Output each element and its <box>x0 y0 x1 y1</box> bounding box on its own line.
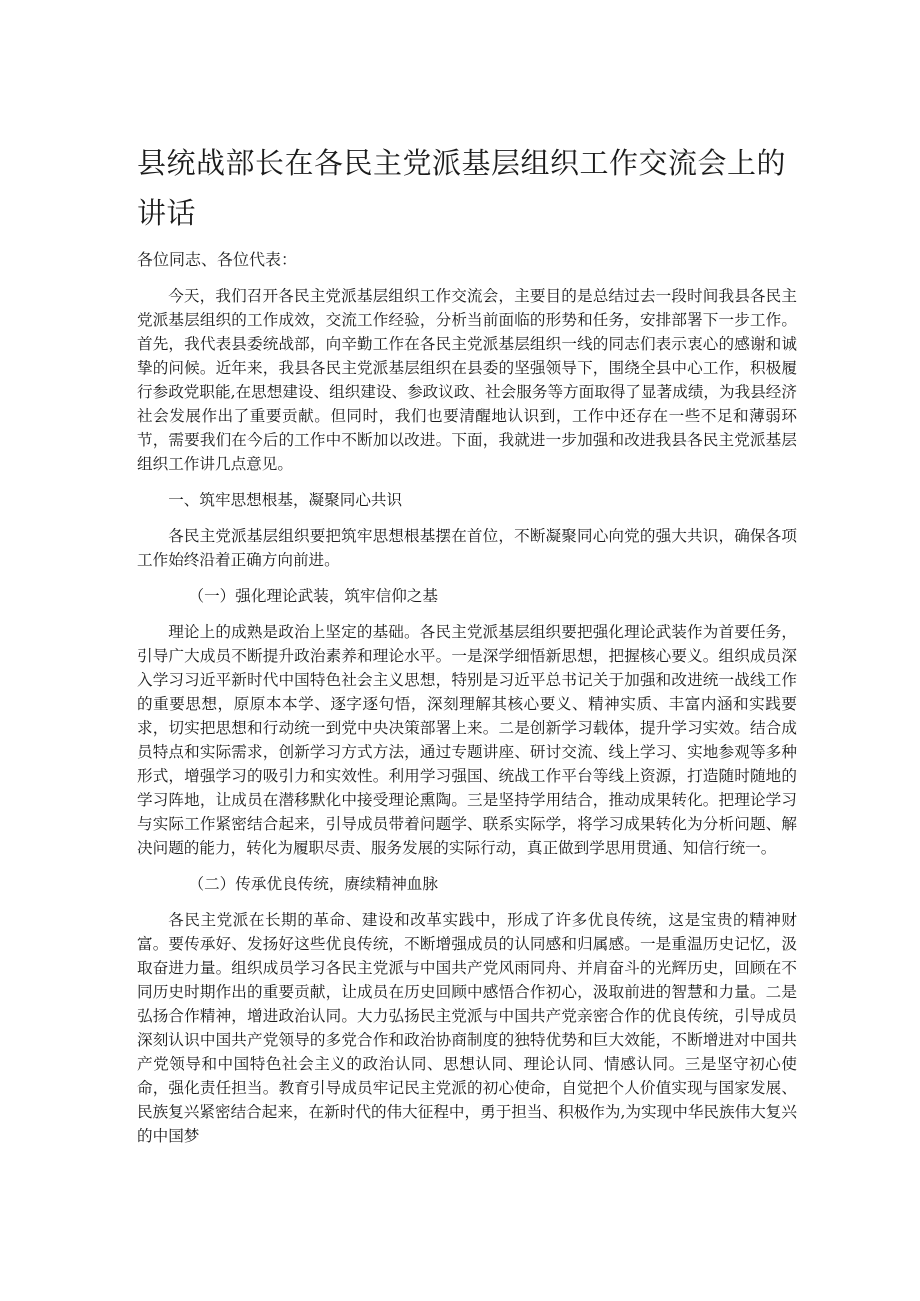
document-title: 县统战部长在各民主党派基层组织工作交流会上的讲话 <box>137 146 787 230</box>
salutation: 各位同志、各位代表： <box>137 250 298 269</box>
subsection-heading-1: （一）强化理论武装，筑牢信仰之基 <box>188 587 438 605</box>
subsection-1-body: 理论上的成熟是政治上坚定的基础。各民主党派基层组织要把强化理论武装作为首要任务，引导广大成员不断提升政治素养和理论水平。一是深学细悟新思想，把握核心要义。组织成员深入学习习近平新时代中国特色社会主义思想，特别是习近平总书记关于加强和改进统一战线工作的重要思想，原原本本学、逐字逐句悟，深刻理解其核心要义、精神实质、丰富内涵和实践要求，切实把思想和行动统一到党中央决策部署上来。二是创新学习载体，提升学习实效。结合成员特点和实际需求，创新学习方式方法，通过专题讲座、研讨交流、线上学习、实地参观等多种形式，增强学习的吸引力和实效性。利用学习强国、统战工作平台等线上资源，打造随时随地的学习阵地，让成员在潜移默化中接受理论熏陶。三是坚持学用结合，推动成果转化。把理论学习与实际工作紧密结合起来，引导成员带着问题学、联系实际学，将学习成果转化为分析问题、解决问题的能力，转化为履职尽责、服务发展的实际行动，真正做到学思用贯通、知信行统一。 <box>137 623 797 857</box>
subsection-2-body: 各民主党派在长期的革命、建设和改革实践中，形成了许多优良传统，这是宝贵的精神财富。要传承好、发扬好这些优良传统，不断增强成员的认同感和归属感。一是重温历史记忆，汲取奋进力量。组织成员学习各民主党派与中国共产党风雨同舟、并肩奋斗的光辉历史，回顾在不同历史时期作出的重要贡献，让成员在历史回顾中感悟合作初心，汲取前进的智慧和力量。二是弘扬合作精神，增进政治认同。大力弘扬民主党派与中国共产党亲密合作的优良传统，引导成员深刻认识中国共产党领导的多党合作和政治协商制度的独特优势和巨大效能，不断增进对中国共产党领导和中国特色社会主义的政治认同、思想认同、理论认同、情感认同。三是坚守初心使命，强化责任担当。教育引导成员牢记民主党派的初心使命，自觉把个人价值实现与国家发展、民族复兴紧密结合起来，在新时代的伟大征程中，勇于担当、积极作为,为实现中华民族伟大复兴的中国梦 <box>137 911 797 1145</box>
intro-paragraph: 今天，我们召开各民主党派基层组织工作交流会，主要目的是总结过去一段时间我县各民主党派基层组织的工作成效，交流工作经验，分析当前面临的形势和任务，安排部署下一步工作。首先，我代表县委统战部，向辛勤工作在各民主党派基层组织一线的同志们表示衷心的感谢和诚挚的问候。近年来，我县各民主党派基层组织在县委的坚强领导下，围绕全县中心工作，积极履行参政党职能,在思想建设、组织建设、参政议政、社会服务等方面取得了显著成绩，为我县经济社会发展作出了重要贡献。但同时，我们也要清醒地认识到，工作中还存在一些不足和薄弱环节，需要我们在今后的工作中不断加以改进。下面，我就进一步加强和改进我县各民主党派基层组织工作讲几点意见。 <box>137 287 797 473</box>
subsection-heading-2: （二）传承优良传统，赓续精神血脉 <box>188 875 438 893</box>
section-heading-1: 一、筑牢思想根基，凝聚同心共识 <box>168 491 403 509</box>
document-page <box>137 138 797 1160</box>
section-1-intro-paragraph: 各民主党派基层组织要把筑牢思想根基摆在首位，不断凝聚同心向党的强大共识，确保各项工作始终沿着正确方向前进。 <box>137 527 797 569</box>
